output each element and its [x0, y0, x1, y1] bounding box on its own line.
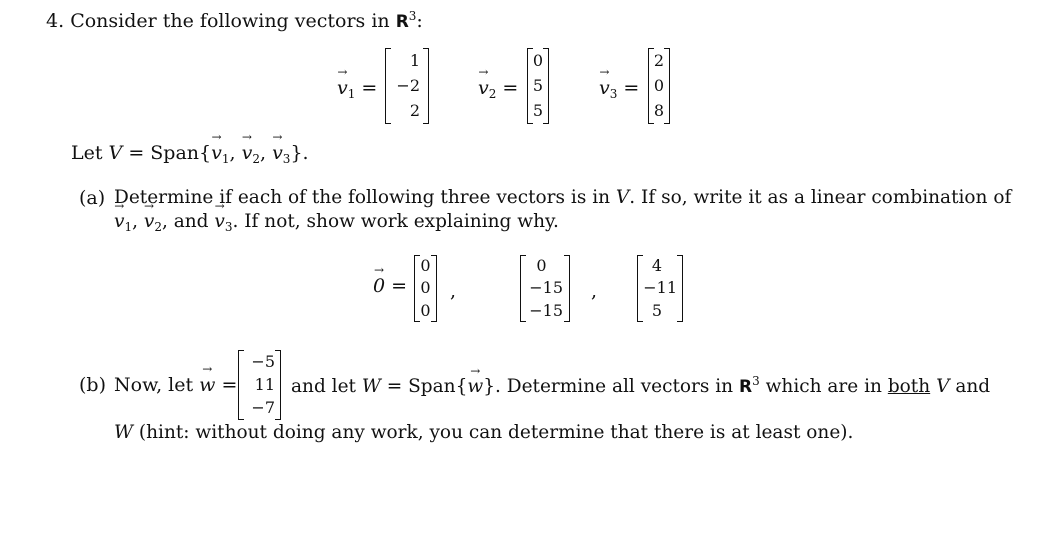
matrix-entry: −5 [251, 351, 275, 371]
candidate-vector-1 [414, 255, 437, 322]
matrix-entry: −11 [643, 278, 677, 298]
real-space-exponent: 3 [408, 9, 417, 23]
vector-v3-matrix [648, 48, 670, 124]
matrix-entry: −2 [396, 75, 420, 95]
matrix-entry: 0 [420, 256, 431, 276]
vector-v1-label: → $v_1$ = [337, 77, 377, 101]
part-b-lead: Now, let → w = [114, 374, 237, 396]
candidate-vector-2 [520, 255, 570, 322]
matrix-entry: 5 [532, 101, 544, 121]
vector-v2-label: → $v_2$ = [478, 77, 518, 101]
part-b-line-2: W (hint: without doing any work, you can determine that there is at least one). [114, 422, 854, 443]
zero-vector-label: → 0 = [373, 275, 407, 297]
vector-w-matrix [238, 350, 281, 420]
matrix-entry: 2 [653, 50, 665, 70]
real-space-symbol: R [395, 12, 409, 32]
matrix-entry: −15 [529, 278, 563, 298]
matrix-entry: −7 [251, 398, 275, 418]
separator-comma: , [450, 280, 457, 302]
vector-v1-matrix [385, 48, 429, 124]
vector-v2-matrix [527, 48, 549, 124]
matrix-entry: 5 [532, 75, 544, 95]
part-a-label: (a) [79, 187, 106, 209]
emphasis-both: both [887, 376, 931, 397]
matrix-entry: 4 [651, 256, 663, 276]
problem-intro-text: Consider the following vectors in [70, 10, 396, 32]
matrix-entry: −15 [529, 300, 563, 320]
matrix-entry: 0 [532, 50, 544, 70]
span-definition: Let V = Span{→ $v_1$, → $v_2$, → $v_3$}. [71, 142, 309, 166]
matrix-entry: 1 [409, 50, 420, 70]
part-a-line-2: → $v_1$, → $v_2$, and → $v_3$. If not, show work explaining why. [114, 211, 559, 234]
problem-number: 4. [46, 10, 65, 32]
part-a-line-1: Determine if each of the following three vectors is in V. If so, write it as a linear combination of [114, 187, 1012, 208]
matrix-entry: 5 [651, 300, 663, 320]
matrix-entry: 2 [409, 101, 420, 121]
matrix-entry: 0 [420, 300, 431, 320]
matrix-entry: 8 [653, 101, 665, 121]
matrix-entry: 0 [653, 75, 665, 95]
part-b-label: (b) [79, 374, 106, 396]
vector-v3-label: → $v_3$ = [599, 77, 639, 101]
matrix-entry: 0 [536, 256, 547, 276]
problem-intro: 4. Consider the following vectors in $R^3$: [46, 9, 423, 32]
matrix-entry: 11 [254, 374, 275, 394]
separator-comma: , [591, 280, 598, 302]
candidate-vector-3 [637, 255, 683, 322]
part-b-line-1: and let W = Span{→ w}. Determine all vectors in $R^3$ which are in both V and [291, 374, 990, 397]
matrix-entry: 0 [420, 278, 431, 298]
